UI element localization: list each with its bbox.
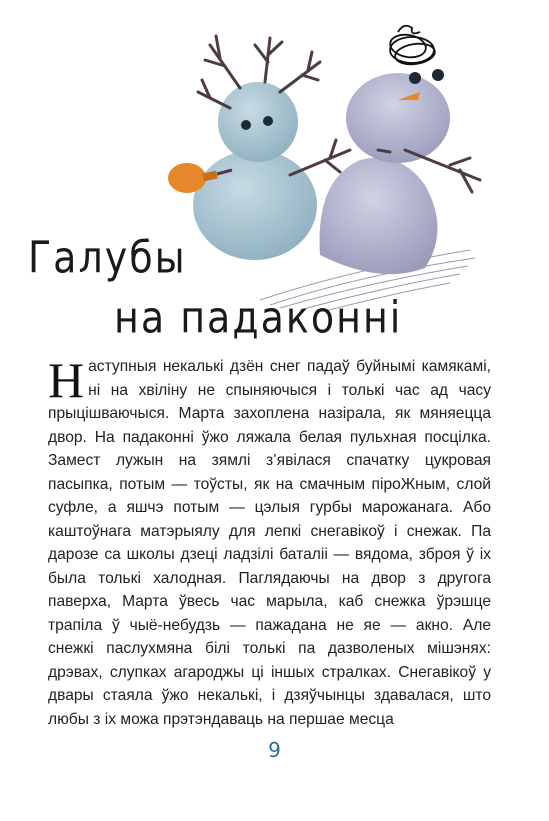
eye-icon: [409, 72, 421, 84]
eye-icon: [241, 120, 251, 130]
chapter-body: [48, 352, 491, 731]
eye-icon: [263, 116, 273, 126]
eye-icon: [432, 69, 444, 81]
snowmen-illustration: [150, 0, 500, 320]
scribble-hat-icon: [388, 26, 436, 67]
body-paragraph: аступныя некалькі дзён снег падаў буйнымі камякамі, ні на хвіліну не спыняючыся і толькі час ад часу прыцішваючыся. Марта захоплена назірала, як мяняецца двор. На падаконні ўжо ляжала белая пульхная посцілка. Замест лужын на зямлі з’явілася спачатку цукровая пасыпка, потым — тоўсты, як на смачным піроЖным, слой суфле, а яшчэ потым — цэлыя гурбы марожанага. Або каштоўнага матэрыялу для лепкі снегавікоў і снежак. Па дарозе са школы дзеці ладзілі баталіі — вядома, зброя ў іх была толькі халодная. Паглядаючы на двор з другога паверха, Марта ўвесь час марыла, каб снежка ўрэшце трапіла ў чыё-небудзь — пажадана не яе — акно. Але снежкі паслухмяна білі толькі па дазволеных мішэнях: дрэвах, слупках агароджы ці іншых стралках. Снегавікоў у двары стаяла ўжо некалькі, і дзяўчынцы здавалася, што любы з іх можа прэтэндаваць на першае месца: [48, 358, 491, 728]
chapter-title-line-1: Галубы: [28, 232, 187, 283]
page-number: 9: [268, 738, 281, 762]
chapter-title-line-2: на падаконні: [114, 292, 403, 343]
violet-snowman: [320, 26, 481, 274]
drop-cap: Н: [48, 352, 85, 408]
